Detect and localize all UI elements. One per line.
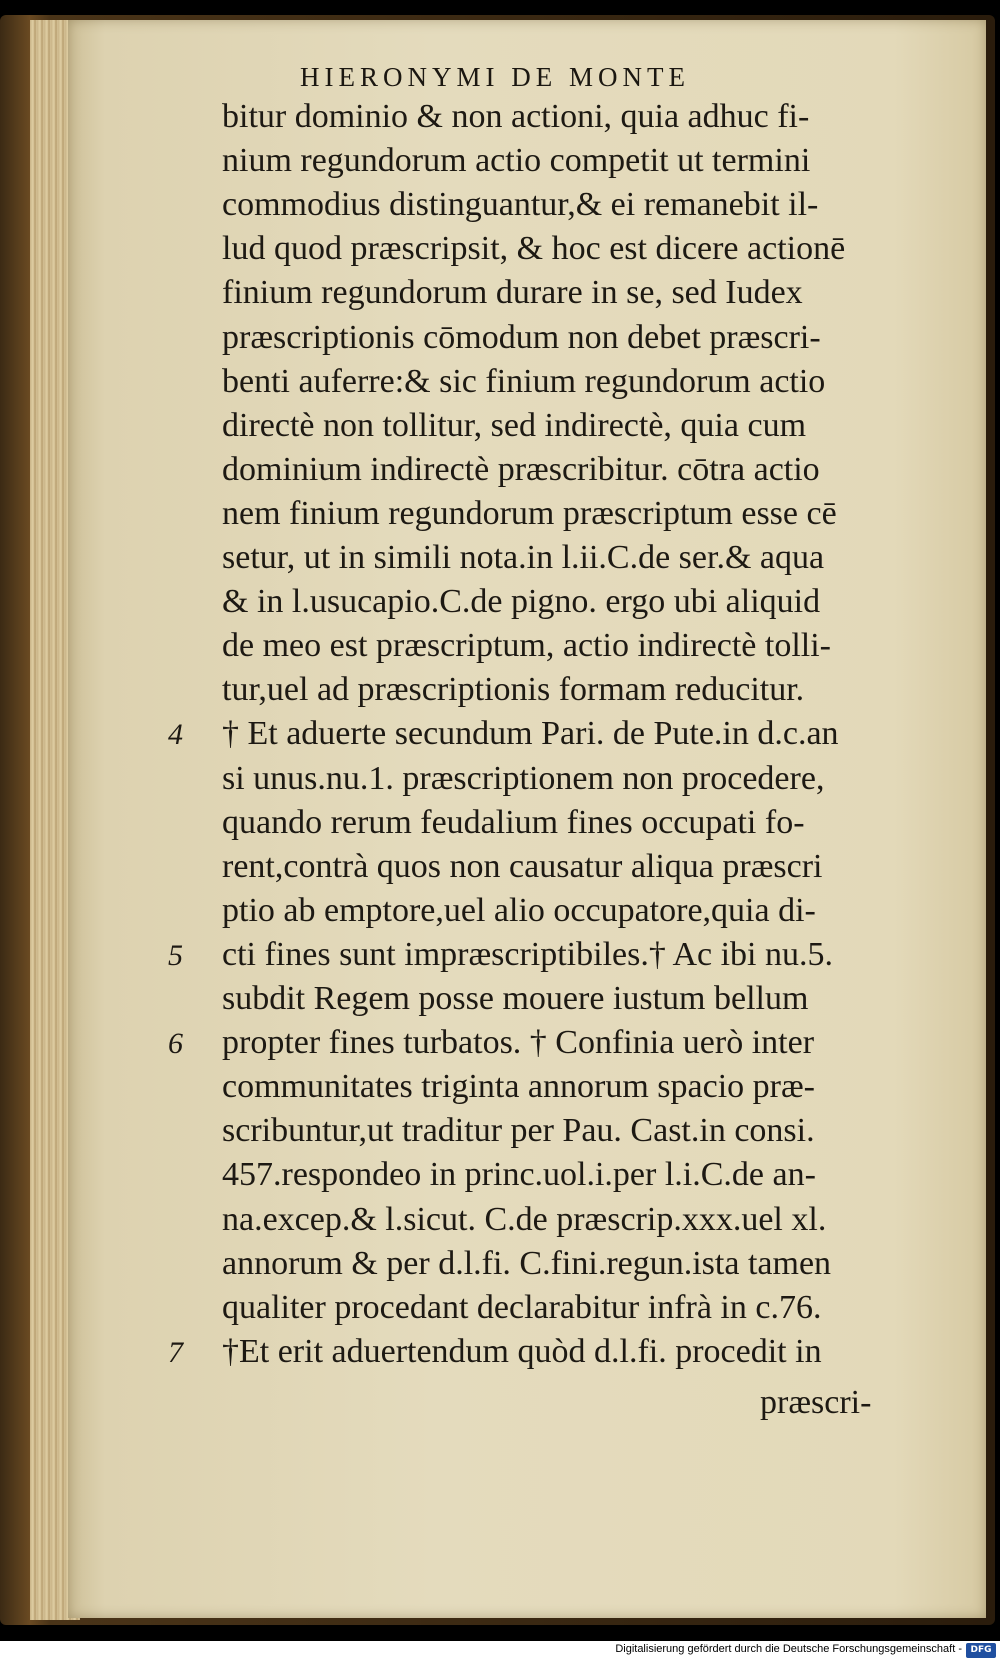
- margin-number: 7: [168, 1335, 183, 1369]
- running-head: HIERONYMI DE MONTE: [300, 62, 690, 92]
- margin-number: 4: [168, 718, 183, 752]
- text-line: dominium indirectè præscribitur. cōtra actio: [222, 450, 820, 488]
- text-line: †Et erit aduertendum quòd d.l.fi. procedit in: [222, 1332, 822, 1370]
- dfg-logo: DFG: [966, 1643, 996, 1658]
- text-line: si unus.nu.1. præscriptionem non procedere,: [222, 759, 825, 797]
- text-line: tur,uel ad præscriptionis formam reducitur.: [222, 671, 805, 709]
- margin-number: 6: [168, 1027, 183, 1061]
- text-line: setur, ut in simili nota.in l.ii.C.de ser.& aqua: [222, 539, 825, 576]
- text-line: communitates triginta annorum spacio præ-: [222, 1068, 815, 1106]
- text-line: propter fines turbatos. † Confinia uerò inter: [222, 1024, 815, 1062]
- text-line: na.excep.& l.sicut. C.de præscrip.xxx.uel xl.: [222, 1200, 827, 1238]
- text-line: cti fines sunt impræscriptibiles.† Ac ibi nu.5.: [222, 935, 834, 973]
- text-line: ptio ab emptore,uel alio occupatore,quia di-: [222, 891, 816, 929]
- text-line: directè non tollitur, sed indirectè, quia cum: [222, 406, 807, 444]
- digitization-footer: [0, 1641, 1000, 1661]
- text-line: qualiter procedant declarabitur infrà in c.76.: [222, 1288, 822, 1326]
- text-line: † Et aduerte secundum Pari. de Pute.in d.c.an: [222, 715, 839, 753]
- margin-number: 5: [168, 938, 183, 972]
- text-line: nium regundorum actio competit ut termini: [222, 142, 811, 180]
- text-line: finium regundorum durare in se, sed Iudex: [222, 274, 803, 312]
- text-line: quando rerum feudalium fines occupati fo-: [222, 803, 805, 841]
- text-line: præscriptionis cōmodum non debet præscri-: [222, 318, 821, 356]
- text-line: & in l.usucapio.C.de pigno. ergo ubi aliquid: [222, 583, 821, 621]
- text-line: rent,contrà quos non causatur aliqua præscri: [222, 847, 823, 885]
- text-line: scribuntur,ut traditur per Pau. Cast.in consi.: [222, 1112, 815, 1150]
- text-line: bitur dominio & non actioni, quia adhuc fi-: [222, 98, 810, 135]
- text-line: annorum & per d.l.fi. C.fini.regun.ista tamen: [222, 1244, 832, 1282]
- text-line: lud quod præscripsit, & hoc est dicere actionē: [222, 230, 846, 268]
- text-line: de meo est præscriptum, actio indirectè tolli-: [222, 627, 831, 665]
- catchword: præscri-: [760, 1384, 872, 1421]
- footer-credit: Digitalisierung gefördert durch die Deutsche Forschungsgemeinschaft -: [615, 1643, 962, 1655]
- text-line: subdit Regem posse mouere iustum bellum: [222, 980, 809, 1017]
- text-line: commodius distinguantur,& ei remanebit il-: [222, 186, 819, 224]
- text-line: 457.respondeo in princ.uol.i.per l.i.C.de an-: [222, 1156, 816, 1194]
- text-line: nem finium regundorum præscriptum esse cē: [222, 494, 837, 532]
- text-line: benti auferre:& sic finium regundorum actio: [222, 362, 826, 400]
